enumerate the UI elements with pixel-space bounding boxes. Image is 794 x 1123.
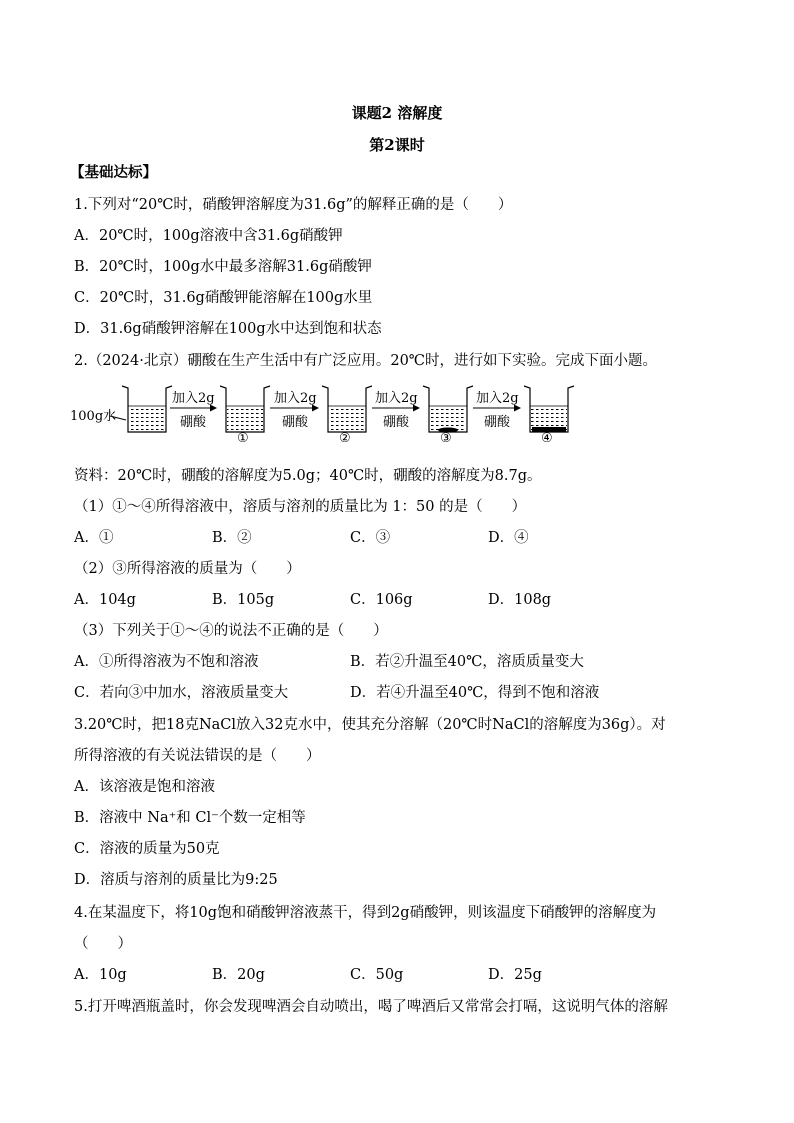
option-b: B．20g bbox=[212, 967, 265, 983]
arrow-2-bottom-label: 硼酸 bbox=[282, 415, 309, 430]
question-3-stem-line1: 3.20℃时，把18克NaCl放入32克水中，使其充分溶解（20℃时NaCl的溶解度为36g）。对 bbox=[74, 717, 666, 733]
arrow-4-bottom-label: 硼酸 bbox=[484, 415, 511, 430]
lesson-title: 课题2 溶解度 bbox=[351, 104, 443, 122]
lesson-subtitle: 第2课时 bbox=[369, 136, 425, 154]
option-a: A．①所得溶液为不饱和溶液 bbox=[74, 654, 259, 670]
question-4-stem-line2: （ ） bbox=[74, 936, 132, 952]
beaker-initial bbox=[122, 386, 172, 432]
option-c: C．50g bbox=[350, 967, 404, 983]
option-d: D．④ bbox=[488, 530, 529, 546]
arrow-3-top-label: 加入2g bbox=[375, 391, 418, 406]
beaker-1 bbox=[220, 386, 270, 432]
option-d: D．若④升温至40℃，得到不饱和溶液 bbox=[350, 685, 600, 701]
question-1-option-a: A．20℃时，100g溶液中含31.6g硝酸钾 bbox=[74, 228, 343, 244]
option-d: D．25g bbox=[488, 967, 542, 983]
option-b: B．105g bbox=[212, 592, 275, 608]
option-a: A．104g bbox=[74, 592, 136, 608]
question-3-option-d: D．溶质与溶剂的质量比为9:25 bbox=[74, 872, 278, 888]
option-b: B．若②升温至40℃，溶质质量变大 bbox=[350, 654, 584, 670]
section-label: 【基础达标】 bbox=[70, 164, 157, 181]
experiment-diagram bbox=[70, 380, 580, 442]
question-2-info: 资料：20℃时，硼酸的溶解度为5.0g；40℃时，硼酸的溶解度为8.7g。 bbox=[74, 468, 542, 484]
beaker-1-label: ① bbox=[237, 431, 249, 442]
arrow-1-top-label: 加入2g bbox=[172, 391, 215, 406]
question-3-option-a: A．该溶液是饱和溶液 bbox=[74, 779, 215, 795]
question-1-option-d: D．31.6g硝酸钾溶解在100g水中达到饱和状态 bbox=[74, 321, 382, 337]
beaker-3-label: ③ bbox=[440, 431, 452, 442]
arrow-2-top-label: 加入2g bbox=[274, 391, 317, 406]
question-3-option-c: C．溶液的质量为50克 bbox=[74, 841, 220, 857]
option-b: B．② bbox=[212, 530, 252, 546]
beaker-2 bbox=[322, 386, 372, 432]
question-2-sub1-stem: （1）①～④所得溶液中，溶质与溶剂的质量比为 1：50 的是（ ） bbox=[74, 499, 527, 515]
question-1-option-b: B．20℃时，100g水中最多溶解31.6g硝酸钾 bbox=[74, 259, 372, 275]
question-3-stem-line2: 所得溶液的有关说法错误的是（ ） bbox=[74, 748, 321, 764]
arrow-4-top-label: 加入2g bbox=[476, 391, 519, 406]
question-2-stem: 2.（2024·北京）硼酸在生产生活中有广泛应用。20℃时，进行如下实验。完成下面小题。 bbox=[74, 353, 658, 369]
question-5-stem-line1: 5.打开啤酒瓶盖时，你会发现啤酒会自动喷出，喝了啤酒后又常常会打嗝，这说明气体的溶解 bbox=[74, 999, 668, 1015]
beaker-2-label: ② bbox=[339, 431, 351, 442]
question-2-sub3-stem: （3）下列关于①～④的说法不正确的是（ ） bbox=[74, 623, 388, 639]
option-d: D．108g bbox=[488, 592, 552, 608]
question-1-option-c: C．20℃时，31.6g硝酸钾能溶解在100g水里 bbox=[74, 290, 373, 306]
option-c: C．③ bbox=[350, 530, 391, 546]
question-1-stem: 1.下列对“20℃时，硝酸钾溶解度为31.6g”的解释正确的是（ ） bbox=[74, 197, 513, 213]
arrow-3-bottom-label: 硼酸 bbox=[383, 415, 410, 430]
option-a: A．10g bbox=[74, 967, 127, 983]
arrow-1-bottom-label: 硼酸 bbox=[180, 415, 207, 430]
beaker-3 bbox=[423, 386, 473, 433]
option-c: C．若向③中加水，溶液质量变大 bbox=[74, 685, 289, 701]
option-a: A．① bbox=[74, 530, 114, 546]
option-c: C．106g bbox=[350, 592, 413, 608]
question-3-option-b: B．溶液中 Na⁺和 Cl⁻个数一定相等 bbox=[74, 810, 306, 826]
question-4-stem-line1: 4.在某温度下，将10g饱和硝酸钾溶液蒸干，得到2g硝酸钾，则该温度下硝酸钾的溶解度为 bbox=[74, 905, 657, 921]
beaker-4 bbox=[524, 386, 574, 432]
beaker-4-label: ④ bbox=[541, 431, 553, 442]
water-label: 100g水 bbox=[70, 409, 117, 424]
question-2-sub2-stem: （2）③所得溶液的质量为（ ） bbox=[74, 561, 301, 577]
